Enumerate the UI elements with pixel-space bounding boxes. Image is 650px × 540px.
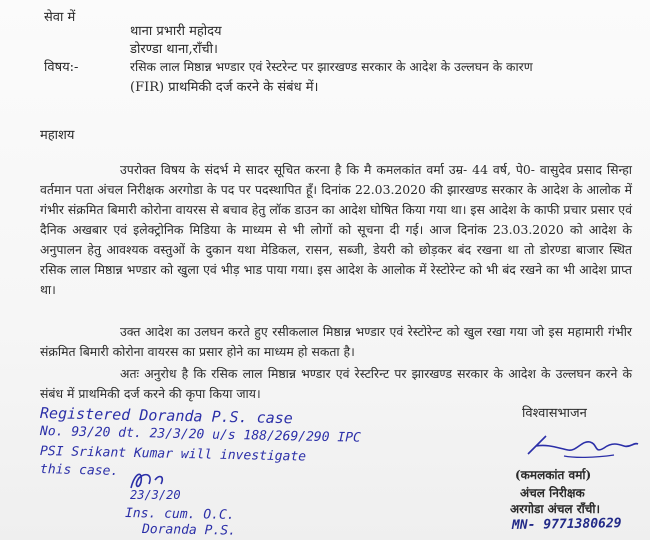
body-paragraph-1: उपरोक्त विषय के संदर्भ मे सादर सूचित करना है कि मै कमलकांत वर्मा उम्र- 44 वर्ष, पे0- वासुदेव प्रसाद सिन्हा वर्तमान पता अंचल निरीक्षक अरगोडा के पद पर पदस्थापित हूँ। दिनांक 22.03.2020 की झारखण्ड सरकार के आदेश के आलोक में गंभीर संक्रमित बिमारी कोरोना वायरस से बचाव हेतु लॉक डाउन का आदेश घोषित किया गया था। इस आदेश के काफी प्रचार प्रसार एवं दैनिक अखबार एवं इलेक्ट्रोनिक मिडिया के माध्यम से भी लोगों को सूचना दी गई। आज दिनांक 23.03.2020 को आदेश के अनुपालन हेतु आवश्यक वस्तुओं के दुकान यथा मेडिकल, रासन, सब्जी, डेयरी को छोड़कर बंद रखना था तो डोरण्डा बाजार स्थित रसिक लाल मिष्ठान्न भण्डार को खुला एवं भीड़ भाड पाया गया। इस आदेश के आलोक में रेस्टोरेन्ट को भी बंद रखने का भी आदेश प्राप्त था। (40, 162, 632, 298)
handwritten-line-4: this case. (39, 462, 119, 480)
handwritten-line-3: PSI Srikant Kumar will investigate (39, 444, 307, 465)
subject-line-2: (FIR) प्राथमिकी दर्ज करने के संबंध में। (130, 80, 319, 95)
signatory-name: (कमलकांत वर्मा) (515, 468, 592, 482)
to-label: सेवा में (44, 10, 76, 25)
complainant-signature (524, 428, 642, 462)
body-paragraph-2: उक्त आदेश का उलघन करते हुए रसीकलाल मिष्ठान्न भण्डार एवं रेस्टोरेन्ट को खुल रखा गया जो इस महामारी गंभीर संक्रमित बिमारी कोरोना वायरस का प्रसार होने का माध्यम हो सकता है। (40, 324, 632, 360)
subject-line-1: रसिक लाल मिष्ठान्न भण्डार एवं रेस्टरेन्ट पर झारखण्ड सरकार के आदेश के उल्लघन के कारण (130, 60, 533, 74)
handwritten-date: 23/3/20 (130, 488, 181, 502)
addressee-line-1: थाना प्रभारी महोदय (130, 24, 222, 39)
signatory-designation: अंचल निरीक्षक (520, 486, 585, 500)
signatory-mobile: MN- 9771380629 (511, 516, 622, 533)
signatory-office: अरगोडा अंचल राँची। (510, 502, 601, 516)
officer-station: Doranda P.S. (141, 522, 237, 539)
handwritten-line-2: No. 93/20 dt. 23/3/20 u/s 188/269/290 IPC (39, 424, 361, 446)
officer-title: Ins. cum. O.C. (124, 506, 235, 523)
addressee-line-2: डोरण्डा थाना,राँची। (130, 42, 218, 57)
closing: विश्वासभाजन (522, 406, 587, 421)
body-paragraph-3: अतः अनुरोध है कि रसिक लाल मिष्ठान्न भण्डार एवं रेस्टरिन्ट पर झारखण्ड सरकार के आदेश के उल्लघन करने के संबंध में प्राथमिकी दर्ज करने की कृपा किया जाय। (40, 366, 632, 402)
salutation: महाशय (40, 128, 75, 143)
subject-label: विषय:- (44, 60, 79, 75)
handwritten-line-1: Registered Doranda P.S. case (39, 404, 294, 428)
